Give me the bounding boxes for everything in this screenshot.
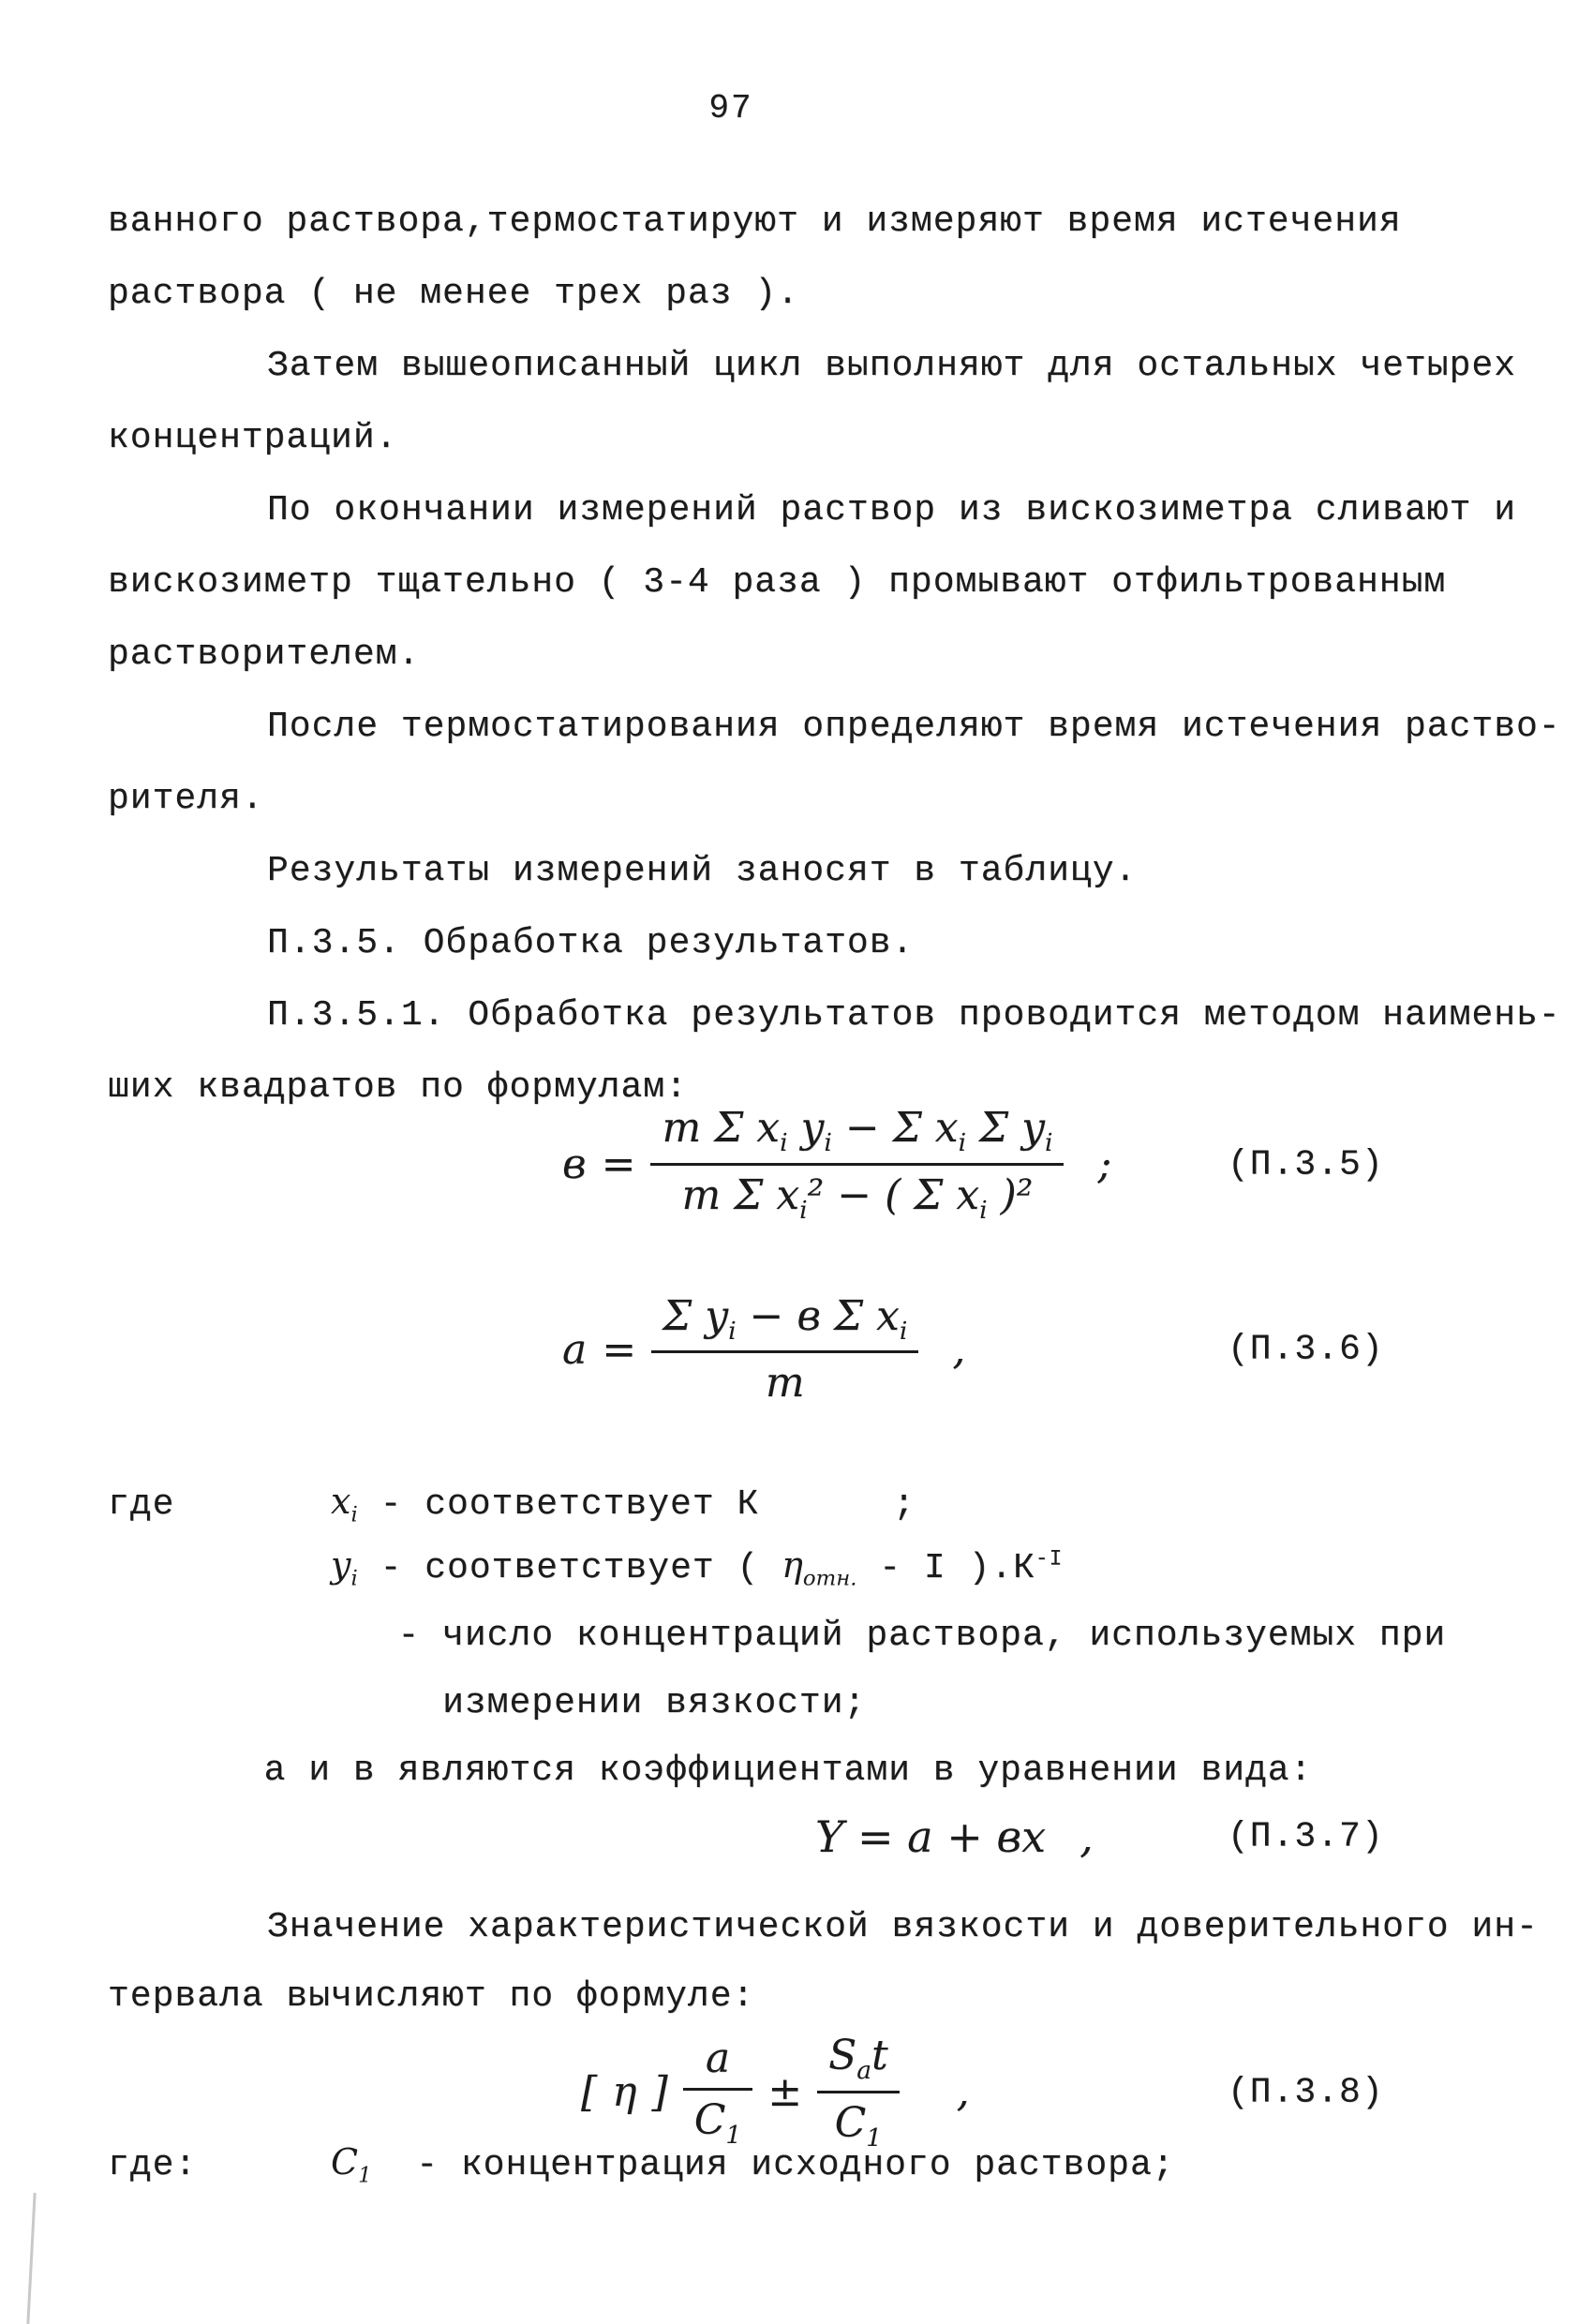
var-eta-rel	[782, 1544, 857, 1591]
math-fragment: − Σ x	[831, 1104, 959, 1153]
var-a: а	[562, 1325, 588, 1374]
definition-text: - соответствует К ;	[357, 1484, 916, 1525]
math-fragment: ² − ( Σ x	[807, 1171, 980, 1219]
subscript-i: i	[780, 1128, 788, 1157]
math-fragment: Σ y	[966, 1104, 1046, 1153]
definition-text: - концентрация исходного раствора;	[371, 2145, 1175, 2185]
fraction-numerator	[650, 1104, 1064, 1163]
text-line: тервала вычисляют по формуле:	[108, 1976, 755, 2017]
formula-p3-5	[0, 1092, 1593, 1237]
formula-p3-7-expression	[815, 1804, 1094, 1870]
fraction-denominator	[650, 1163, 1064, 1225]
fraction-numerator	[651, 1292, 918, 1351]
subscript-otn: отн.	[802, 1566, 857, 1591]
math-fragment: − в Σ x	[736, 1291, 900, 1340]
fraction-numerator	[817, 2032, 900, 2091]
math-fragment: m Σ x	[681, 1171, 800, 1219]
var-b: в	[562, 1140, 587, 1188]
subscript-1: 1	[866, 2123, 883, 2153]
math-fragment: )²	[987, 1171, 1034, 1219]
text-line: После термостатирования определяют время истечения раство-	[267, 707, 1561, 747]
fraction-numerator: а	[705, 2034, 731, 2083]
closing-paragraph	[108, 1893, 1539, 2032]
fraction	[651, 1292, 918, 1408]
formula-p3-6-label: (П.3.6)	[1228, 1329, 1384, 1370]
formula-p3-5-label: (П.3.5)	[1228, 1144, 1384, 1184]
formula-p3-8	[0, 2034, 1593, 2151]
subscript-1: 1	[358, 2163, 372, 2188]
subscript-i: i	[799, 1195, 808, 1225]
text-line: Результаты измерений заносят в таблицу.	[267, 851, 1138, 891]
where-definition-x	[108, 1481, 916, 1527]
math-fragment: S	[828, 2032, 857, 2080]
math-fragment: C	[834, 2099, 867, 2147]
math-fragment: y	[787, 1104, 825, 1153]
subscript-i: i	[350, 1566, 358, 1591]
bracket-close: ]	[651, 2068, 668, 2116]
text-line: ших квадратов по формулам:	[108, 1067, 688, 1108]
plus-minus-sign: ±	[767, 2068, 803, 2116]
text-line: ванного раствора,термостатируют и измеряют время истечения	[108, 201, 1402, 242]
math-fragment: m Σ x	[662, 1104, 781, 1153]
subscript-i: i	[824, 1128, 832, 1157]
formula-p3-6-expression	[562, 1284, 965, 1415]
subscript-i: i	[728, 1316, 737, 1346]
var-x-i	[331, 1481, 358, 1527]
definition-text: измерении вязкости;	[442, 1683, 867, 1723]
var-y-i	[331, 1544, 358, 1591]
formula-p3-7-label: (П.3.7)	[1228, 1816, 1384, 1857]
text-line: растворителем.	[108, 634, 421, 675]
definition-text: - число концентраций раствора, используемых при	[397, 1616, 1447, 1656]
math-fragment: C	[331, 2141, 359, 2182]
superscript-minus-1: -I	[1035, 1546, 1064, 1572]
math-fragment: C	[693, 2096, 726, 2145]
text-line: рителя.	[108, 779, 264, 819]
fraction	[650, 1104, 1064, 1225]
punctuation: ;	[1097, 1140, 1112, 1188]
where-definition-m	[108, 1616, 1446, 1656]
subscript-i: i	[958, 1128, 967, 1157]
coefficients-note	[108, 1750, 1312, 1791]
text-line: Затем вышеописанный цикл выполняют для остальных четырех	[267, 346, 1517, 386]
where-lead: где:	[108, 2145, 332, 2185]
scan-artifact-line	[26, 2193, 36, 2324]
formula-p3-5-expression	[562, 1092, 1111, 1237]
subscript-a: a	[856, 2056, 871, 2085]
fraction	[683, 2034, 752, 2150]
math-fragment: t	[871, 2032, 888, 2080]
definition-text: - I ).К	[856, 1548, 1035, 1588]
text-line: вискозиметр тщательно ( 3-4 раза ) промывают отфильтрованным	[108, 562, 1447, 603]
bracket-open: [	[581, 2068, 598, 2116]
math-fragment: y	[331, 1544, 351, 1586]
where-lead: где	[108, 1484, 332, 1525]
where-lead	[108, 1548, 331, 1588]
formula-p3-6	[0, 1284, 1593, 1415]
subscript-1: 1	[725, 2120, 742, 2150]
where-definition-m-cont	[108, 1683, 866, 1723]
subscript-i: i	[979, 1195, 988, 1225]
text-line: Значение характеристической вязкости и доверительного ин-	[267, 1907, 1539, 1947]
text-line: П.3.5.1. Обработка результатов проводится методом наимень-	[267, 995, 1561, 1035]
body-text	[108, 186, 1561, 1124]
formula-p3-7	[0, 1804, 1593, 1870]
subscript-i: i	[1045, 1128, 1053, 1157]
text-line: По окончании измерений раствор из вискозиметра сливают и	[267, 490, 1517, 530]
definition-text: а и в являются коэффициентами в уравнении вида:	[263, 1750, 1313, 1791]
punctuation: ,	[956, 2068, 970, 2116]
subscript-i: i	[899, 1316, 908, 1346]
formula-p3-8-label: (П.3.8)	[1228, 2072, 1384, 2112]
fraction	[817, 2032, 900, 2153]
math-fragment: η	[782, 1544, 803, 1586]
math-fragment: x	[331, 1481, 351, 1522]
section-heading: П.3.5. Обработка результатов.	[267, 923, 915, 963]
definition-text: - соответствует (	[357, 1548, 782, 1588]
where-definition-c1	[108, 2141, 1175, 2188]
fraction-denominator: m	[651, 1350, 918, 1407]
math-fragment: Σ y	[663, 1291, 729, 1340]
subscript-i: i	[350, 1502, 358, 1527]
formula-p3-8-expression	[581, 2034, 970, 2151]
math-fragment: Y = а + вx	[815, 1811, 1047, 1862]
where-lead	[108, 1616, 397, 1656]
punctuation: ,	[952, 1325, 966, 1374]
where-lead	[108, 1683, 442, 1723]
where-definition-y	[108, 1544, 1063, 1591]
text-line: раствора ( не менее трех раз ).	[108, 274, 799, 314]
text-line: концентраций.	[108, 418, 398, 458]
where-lead	[108, 1750, 264, 1791]
var-eta: η	[612, 2068, 637, 2116]
punctuation: ,	[1079, 1811, 1094, 1862]
equals-sign: =	[602, 1325, 637, 1374]
page-number: 97	[708, 89, 753, 127]
var-c-1	[331, 2141, 372, 2188]
equals-sign: =	[601, 1140, 636, 1188]
